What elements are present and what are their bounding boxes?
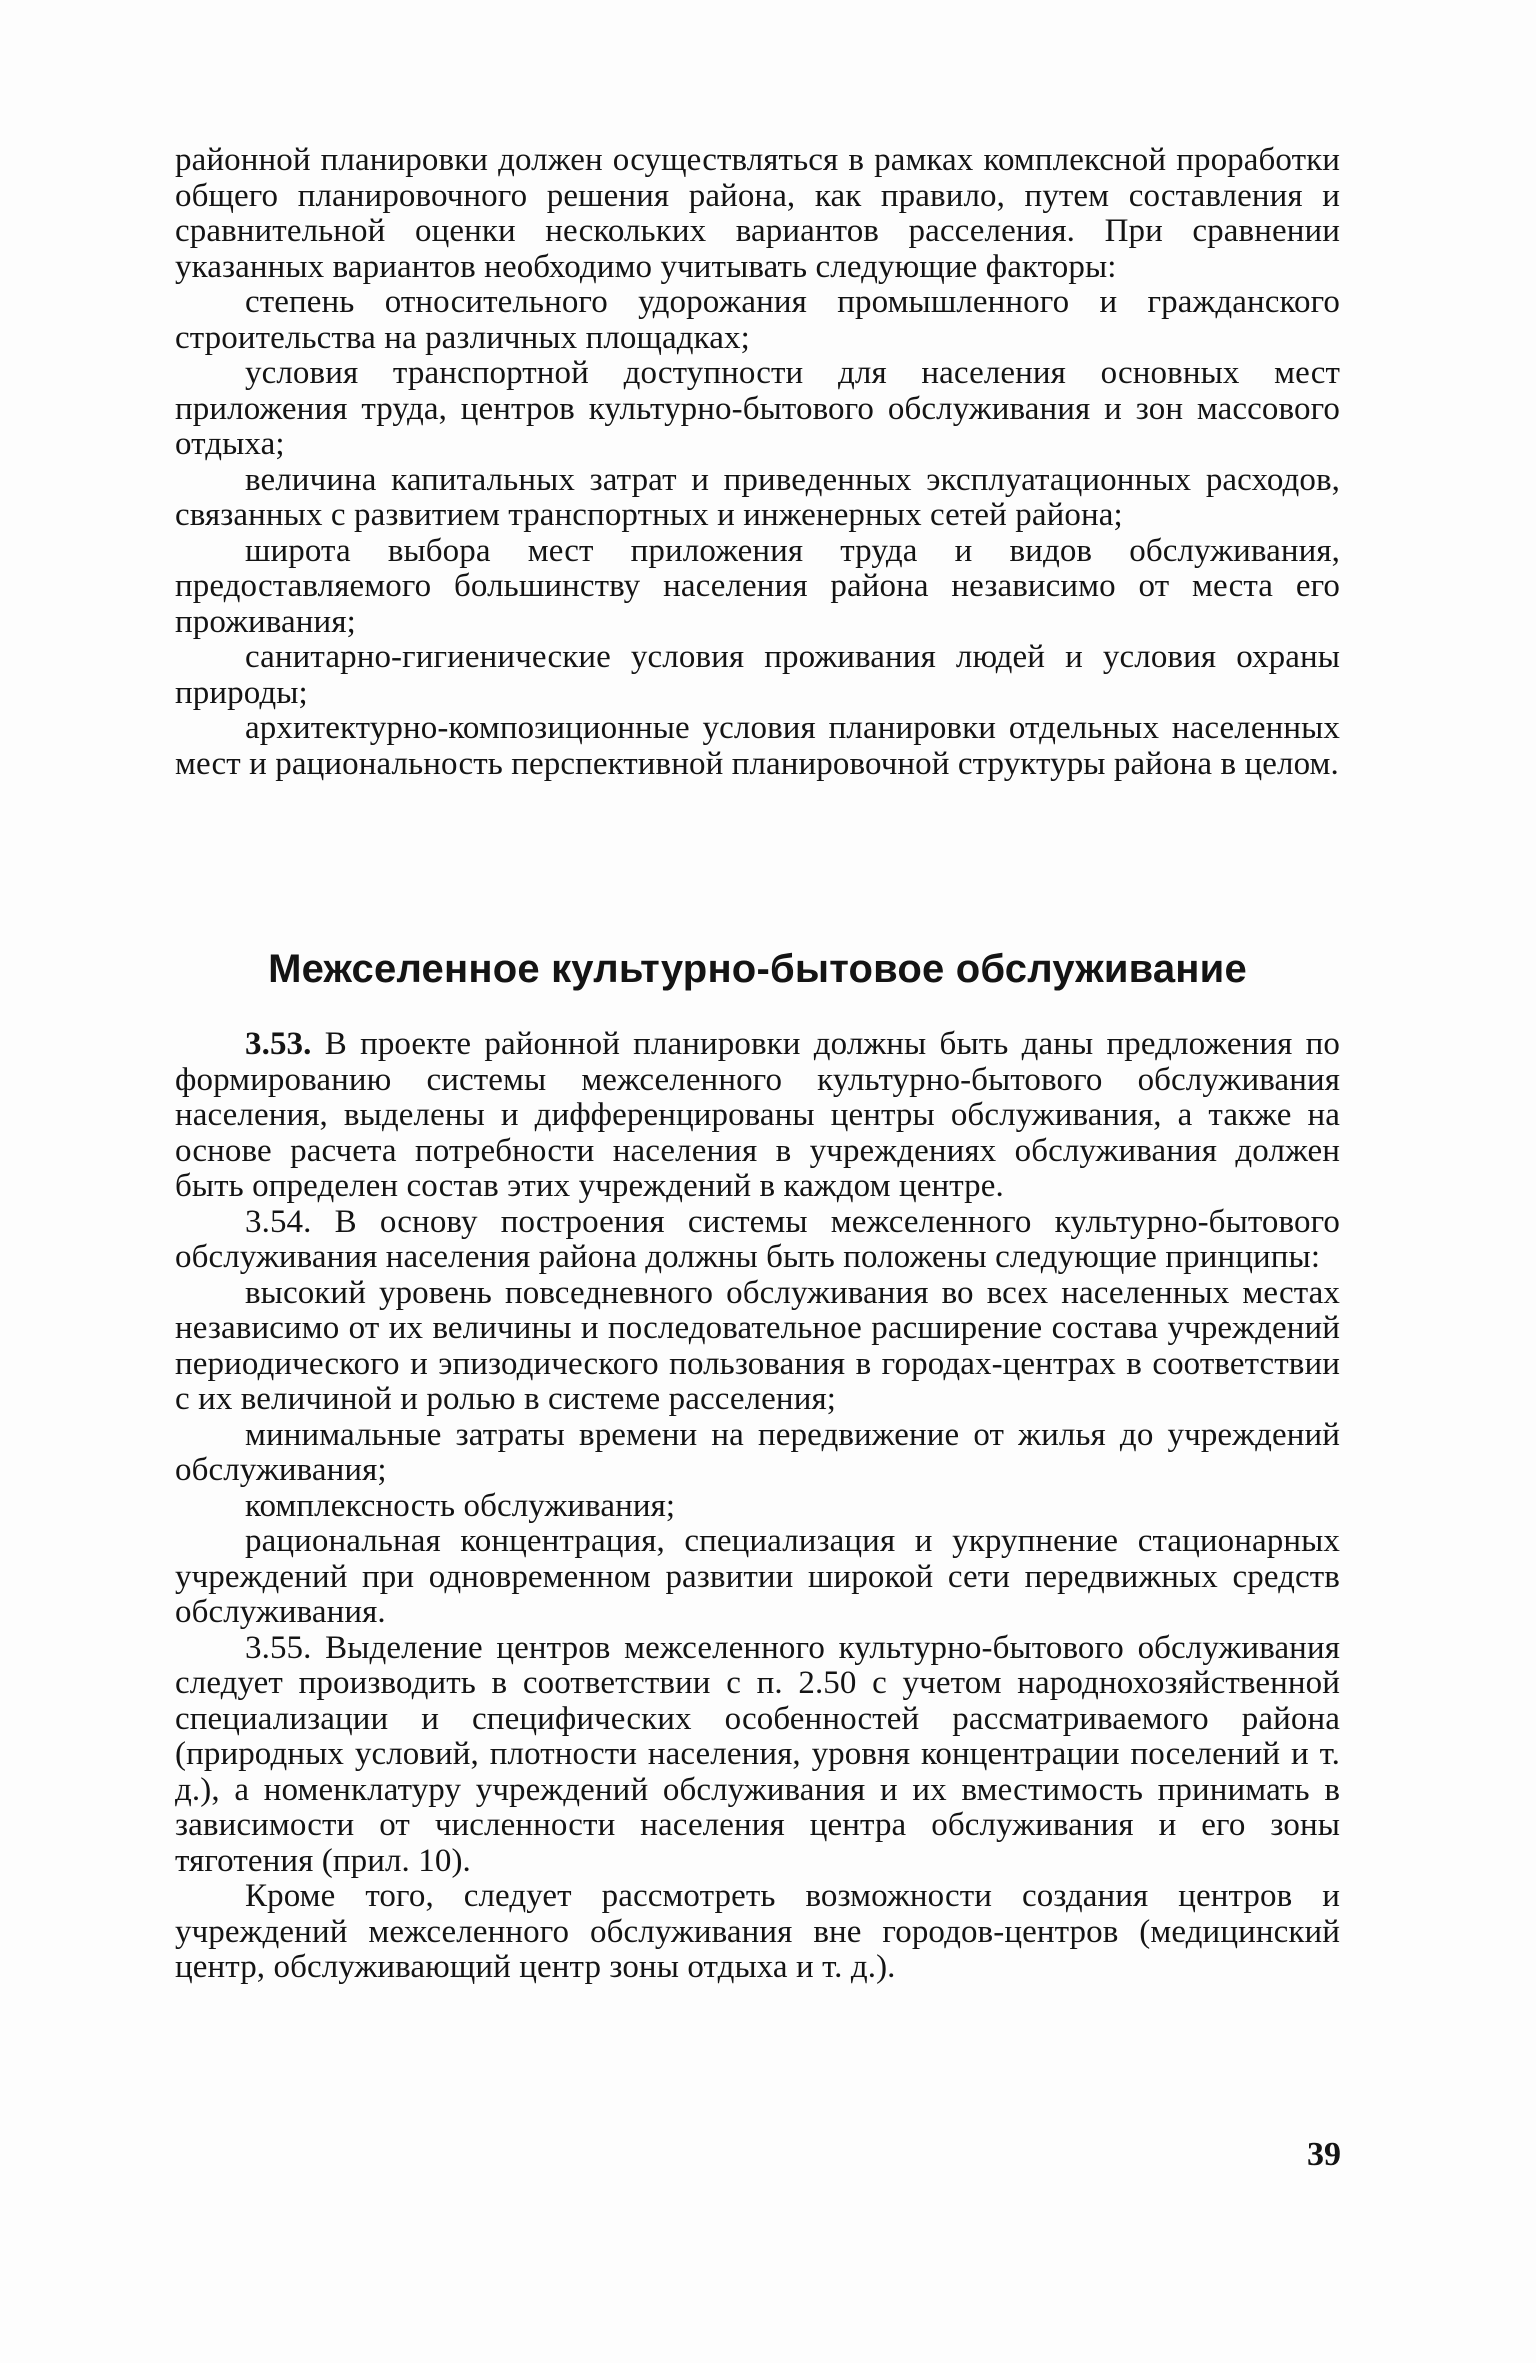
clause-text: В проекте районной планировки должны быть даны предложения по формированию системы межселенного культурно-бытового обслуживания населения, выделены и дифференцированы центры обслуживания, а также на основе расчета потребности населения в учреждениях обслуживания должен быть определен состав этих учреждений в каждом центре.	[175, 1026, 1341, 1204]
clause-3-53	[175, 1027, 1340, 1205]
factor-item: условия транспортной доступности для населения основных мест приложения труда, центров культурно-бытового обслуживания и зон массового отдыха;	[175, 355, 1340, 462]
page-number: 39	[1307, 2136, 1341, 2173]
clause-text: В основу построения системы межселенного культурно-бытового обслуживания населения района должны быть положены следующие принципы:	[175, 1203, 1340, 1275]
principle-item: комплексность обслуживания;	[245, 1487, 676, 1524]
principle-item: высокий уровень повседневного обслуживания во всех населенных местах независимо от их величины и последовательное расширение состава учреждений периодического и эпизодического пользования в городах-центрах в соответствии с их величиной и ролью в системе расселения;	[175, 1274, 1340, 1417]
clause-3-55	[175, 1631, 1340, 1880]
section-heading: Межселенное культурно-бытовое обслуживание	[268, 947, 1247, 991]
factor-item: широта выбора мест приложения труда и видов обслуживания, предоставляемого большинству населения района независимо от места его проживания;	[175, 532, 1340, 640]
factor-item: санитарно-гигиенические условия проживания людей и условия охраны природы;	[175, 639, 1340, 711]
factor-item: архитектурно-композиционные условия планировки отдельных населенных мест и рациональность перспективной планировочной структуры района в целом.	[175, 710, 1340, 782]
principle-item: рациональная концентрация, специализация и укрупнение стационарных учреждений при одновременном развитии широкой сети передвижных средств обслуживания.	[175, 1523, 1340, 1630]
top-text-block	[175, 143, 1340, 782]
clause-number: 3.54.	[245, 1203, 312, 1240]
intro-paragraph: районной планировки должен осуществляться в рамках комплексной проработки общего планировочного решения района, как правило, путем составления и сравнительной оценки нескольких вариантов расселения. При сравнении указанных вариантов необходимо учитывать следующие факторы:	[175, 142, 1340, 285]
clause-number: 3.53.	[245, 1026, 312, 1062]
clause-text: Выделение центров межселенного культурно-бытового обслуживания следует производить в соответствии с п. 2.50 с учетом народнохозяйственной специализации и специфических особенностей рассматриваемого района (природных условий, плотности населения, уровня концентрации поселений и т. д.), а номенклатуру учреждений обслуживания и их вместимость принимать в зависимости от численности населения центра обслуживания и его зоны тяготения (прил. 10).	[175, 1629, 1340, 1879]
closing-paragraph: Кроме того, следует рассмотреть возможности создания центров и учреждений межселенного обслуживания вне городов-центров (медицинский центр, обслуживающий центр зоны отдыха и т. д.).	[175, 1878, 1340, 1985]
clause-3-54	[175, 1205, 1340, 1276]
factor-item: степень относительного удорожания промышленного и гражданского строительства на различных площадках;	[175, 284, 1340, 356]
section-text-block	[175, 1027, 1340, 1986]
clause-number: 3.55.	[245, 1629, 312, 1666]
principle-item: минимальные затраты времени на передвижение от жилья до учреждений обслуживания;	[175, 1416, 1340, 1488]
factor-item: величина капитальных затрат и приведенных эксплуатационных расходов, связанных с развитием транспортных и инженерных сетей района;	[175, 461, 1340, 533]
